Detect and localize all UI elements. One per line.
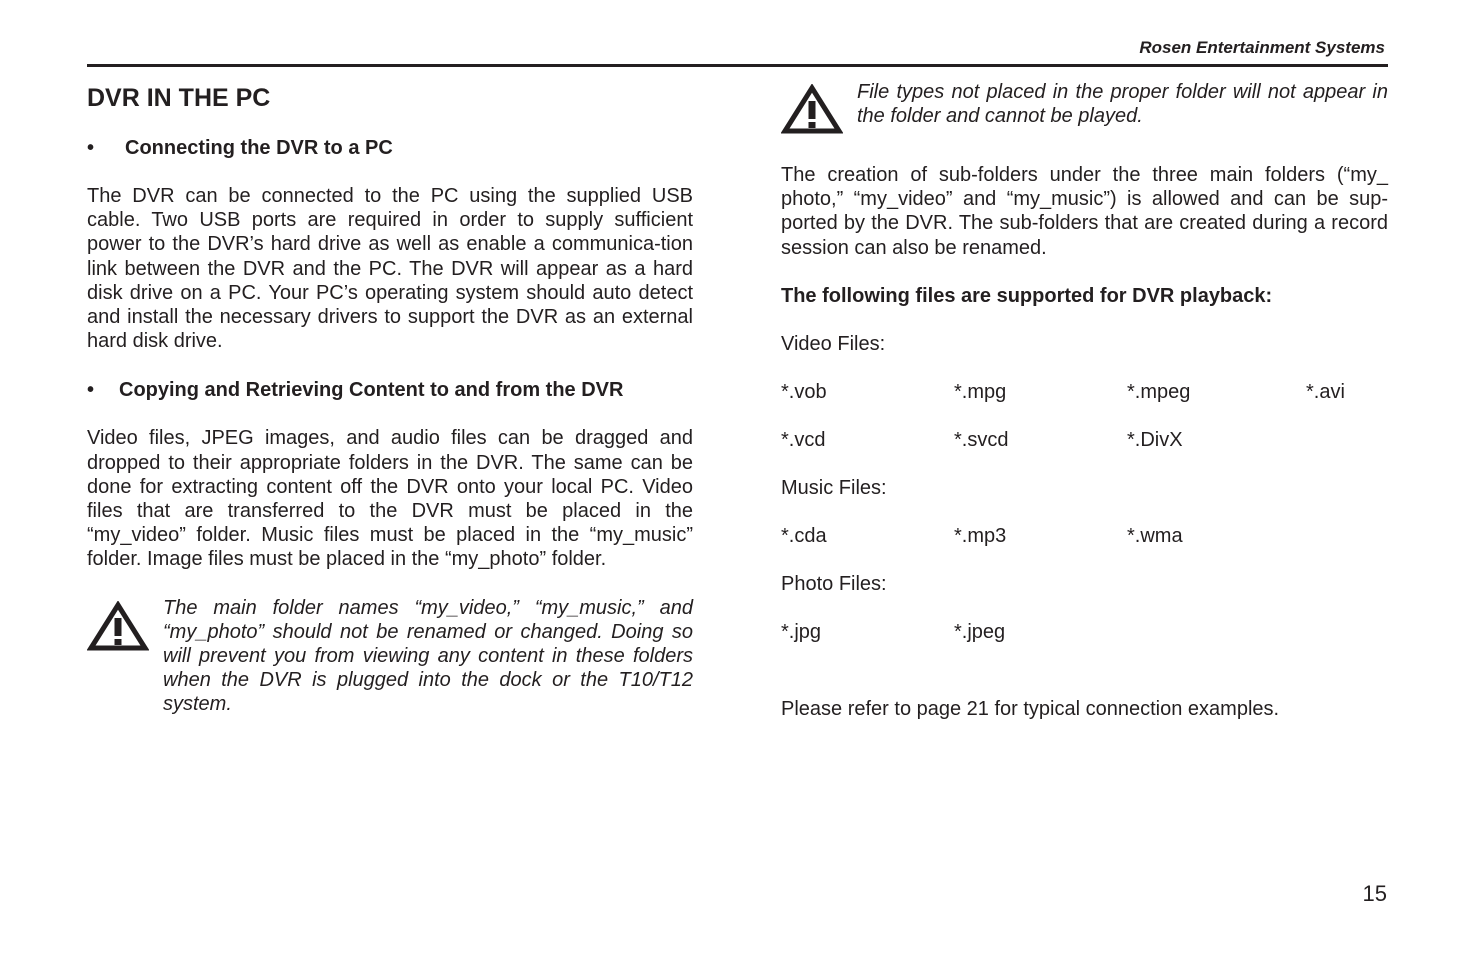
header-brand: Rosen Entertainment Systems <box>1139 38 1385 57</box>
left-column <box>87 80 693 717</box>
file-extension: *.mp3 <box>954 524 1007 547</box>
video-files-label: Video Files: <box>781 332 886 355</box>
header-rule <box>87 64 1388 67</box>
file-type-warning <box>781 80 1388 139</box>
music-extensions-row <box>781 524 1388 548</box>
page-number: 15 <box>1362 881 1387 906</box>
file-extension: *.mpeg <box>1127 380 1191 403</box>
subfolder-paragraph: The creation of sub-folders under the three main folders (“my_ photo,” “my_video” and “my_music”) is allowed and can be sup-ported by the DVR. The sub-folders that are created during a record session can also be renamed. <box>781 164 1388 259</box>
video-extensions-row <box>781 428 1388 452</box>
section-heading-copying <box>87 378 693 402</box>
bullet-marker: • <box>87 137 95 159</box>
warning-note-text: The main folder names “my_video,” “my_music,” and “my_photo” should not be renamed or changed. Doing so will prevent you from viewing any content in these folders when the DVR is plugged into the dock or the T10/T12 system. <box>163 596 693 716</box>
warning-icon <box>781 80 857 139</box>
file-extension: *.mpg <box>954 380 1007 403</box>
warning-note-text: File types not placed in the proper folder will not appear in the folder and cannot be played. <box>857 81 1388 128</box>
right-column <box>781 80 1388 721</box>
photo-files-label: Photo Files: <box>781 572 887 595</box>
file-extension: *.vob <box>781 380 827 403</box>
file-extension: *.jpeg <box>954 620 1006 643</box>
connecting-paragraph: The DVR can be connected to the PC using the supplied USB cable. Two USB ports are required in order to supply sufficient power to the DVR’s hard drive as well as enable a communica-tion link between the DVR and the PC. The DVR will appear as a hard disk drive on a PC. Your PC’s operating system should auto detect and install the necessary drivers to support the DVR as an external hard disk drive. <box>87 185 693 353</box>
file-extension: *.vcd <box>781 428 826 451</box>
reference-note: Please refer to page 21 for typical connection examples. <box>781 697 1280 720</box>
section-heading-text: Copying and Retrieving Content to and from the DVR <box>119 379 624 402</box>
video-extensions-row <box>781 380 1388 404</box>
warning-icon <box>87 596 163 656</box>
file-extension: *.wma <box>1127 524 1183 547</box>
copying-paragraph: Video files, JPEG images, and audio files can be dragged and dropped to their appropriate folders in the DVR. The same can be done for extracting content off the DVR onto your local PC. Video files that are transferred to the DVR must be placed in the “my_video” folder. Music files must be placed in the “my_music” folder. Image files must be placed in the “my_photo” folder. <box>87 427 693 571</box>
music-files-label: Music Files: <box>781 476 887 499</box>
file-extension: *.DivX <box>1127 428 1183 451</box>
bullet-marker: • <box>87 379 95 402</box>
folder-name-warning <box>87 596 693 717</box>
file-extension: *.svcd <box>954 428 1009 451</box>
section-heading-connecting <box>87 136 693 160</box>
page-title: DVR IN THE PC <box>87 84 271 112</box>
photo-extensions-row <box>781 620 1388 644</box>
file-extension: *.avi <box>1306 380 1345 403</box>
section-heading-text: Connecting the DVR to a PC <box>125 137 393 159</box>
file-extension: *.jpg <box>781 620 822 643</box>
file-extension: *.cda <box>781 524 827 547</box>
supported-files-heading: The following files are supported for DVR playback: <box>781 284 1273 307</box>
